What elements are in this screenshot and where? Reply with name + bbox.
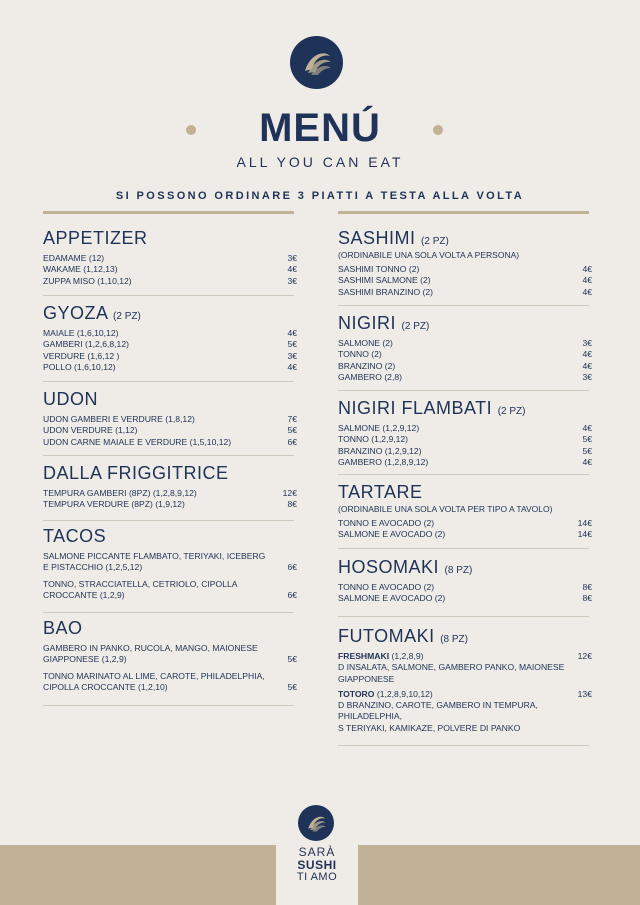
section-pieces: (2 PZ) — [113, 311, 141, 322]
menu-item — [338, 457, 592, 468]
section-pieces: (2 PZ) — [421, 236, 449, 247]
item-price: 4€ — [287, 361, 297, 372]
menu-item — [338, 423, 592, 434]
section-separator — [43, 705, 294, 706]
section-title — [43, 228, 297, 249]
section-title — [43, 526, 297, 547]
section-title-text: SASHIMI — [338, 228, 416, 248]
item-price: 8€ — [287, 499, 297, 510]
logo — [298, 805, 334, 841]
section-title — [43, 463, 297, 484]
section-title — [43, 303, 297, 324]
item-price: 5€ — [582, 434, 592, 445]
item-description: D INSALATA, SALMONE, GAMBERO PANKO, MAIONESE GIAPPONESE — [338, 662, 565, 684]
item-name: WAKAME (1,12,13) — [43, 264, 118, 275]
menu-section — [43, 618, 297, 698]
item-name: TONNO, STRACCIATELLA, CETRIOLO, CIPOLLA CROCCANTE (1,2,9) — [43, 578, 238, 600]
menu-item — [338, 287, 592, 298]
item-name: GAMBERO IN PANKO, RUCOLA, MANGO, MAIONESE GIAPPONESE (1,2,9) — [43, 643, 258, 665]
section-pieces: (2 PZ) — [401, 321, 430, 332]
item-price: 4€ — [287, 328, 297, 338]
section-separator — [43, 455, 294, 456]
item-name: SALMONE (2) — [338, 338, 393, 348]
section-separator — [338, 474, 589, 475]
divider-left — [43, 211, 294, 214]
item-price: 6€ — [287, 589, 297, 600]
menu-item — [43, 643, 297, 666]
item-name: BRANZINO (2) — [338, 360, 396, 371]
item-price: 3€ — [287, 275, 297, 286]
section-pieces: (8 PZ) — [440, 634, 468, 645]
section-title-text: DALLA FRIGGITRICE — [43, 463, 229, 483]
section-note: (ORDINABILE UNA SOLA VOLTA A PERSONA) — [338, 250, 520, 260]
item-list — [338, 423, 592, 468]
section-separator — [338, 305, 589, 306]
section-separator — [43, 612, 294, 613]
item-list — [338, 264, 592, 298]
section-separator — [43, 295, 294, 296]
menu-section — [338, 398, 592, 468]
section-separator — [338, 745, 589, 746]
menu-item — [338, 264, 592, 275]
menu-section — [338, 228, 592, 298]
menu-item — [43, 328, 297, 339]
item-list — [43, 643, 297, 693]
menu-item — [338, 275, 592, 286]
item-name: TONNO (2) — [338, 349, 382, 360]
menu-item — [43, 253, 297, 264]
item-price: 5€ — [287, 425, 297, 436]
item-name: FRESHMAKI — [338, 651, 390, 661]
item-name: SALMONE (1,2,9,12) — [338, 423, 420, 433]
item-name: GAMBERO (2,8) — [338, 371, 402, 382]
menu-item — [43, 264, 297, 275]
section-separator — [338, 548, 589, 549]
section-title-text: TACOS — [43, 526, 107, 546]
item-name: MAIALE (1,6,10,12) — [43, 328, 119, 338]
item-price: 8€ — [582, 593, 592, 604]
item-list — [338, 582, 592, 605]
item-name: BRANZINO (1,2,9,12) — [338, 445, 422, 456]
brand-line-3: TI AMO — [296, 871, 338, 883]
item-price: 12€ — [577, 651, 592, 661]
item-name: SASHIMI TONNO (2) — [338, 264, 420, 274]
menu-item — [338, 689, 592, 734]
item-description: D BRANZINO, CAROTE, GAMBERO IN TEMPURA, PHILADELPHIA, — [338, 700, 538, 722]
item-description: S TERIYAKI, KAMIKAZE, POLVERE DI PANKO — [338, 722, 521, 733]
item-price: 5€ — [582, 445, 592, 456]
item-price: 8€ — [582, 582, 592, 592]
section-separator — [338, 616, 589, 617]
section-separator — [338, 390, 589, 391]
item-header — [338, 689, 592, 700]
menu-item — [43, 339, 297, 350]
item-title — [338, 651, 424, 662]
item-price: 4€ — [582, 456, 592, 467]
item-price: 3€ — [582, 338, 592, 348]
item-name: SASHIMI BRANZINO (2) — [338, 286, 434, 297]
item-price: 5€ — [287, 339, 297, 350]
menu-item — [338, 593, 592, 604]
item-header — [338, 651, 592, 662]
menu-section — [43, 526, 297, 606]
menu-item — [338, 361, 592, 372]
item-price: 3€ — [582, 371, 592, 382]
item-price: 5€ — [287, 681, 297, 692]
item-price: 6€ — [287, 436, 297, 447]
section-title-text: UDON — [43, 389, 98, 409]
item-codes: (1,2,8,9,10,12) — [376, 688, 433, 699]
menu-item — [43, 488, 297, 499]
menu-item — [43, 414, 297, 425]
menu-item — [43, 351, 297, 362]
item-price: 13€ — [577, 688, 592, 699]
item-price: 4€ — [582, 286, 592, 297]
section-title — [43, 389, 297, 410]
section-pieces: (2 PZ) — [497, 406, 526, 417]
futomaki-items — [338, 651, 592, 734]
item-price: 4€ — [582, 264, 592, 274]
menu-section-futomaki — [338, 626, 592, 738]
item-name: GAMBERI (1,2,6,8,12) — [43, 339, 129, 350]
item-name: TEMPURA VERDURE (8PZ) (1,9,12) — [43, 499, 185, 510]
footer-band-right — [358, 845, 640, 905]
item-price: 4€ — [582, 349, 592, 360]
section-note: (ORDINABILE UNA SOLA VOLTA PER TIPO A TAVOLO) — [338, 504, 553, 514]
item-list — [43, 253, 297, 287]
item-list — [43, 414, 297, 448]
menu-item — [338, 518, 592, 529]
menu-item — [43, 362, 297, 373]
item-price: 3€ — [287, 350, 297, 361]
section-pieces: (8 PZ) — [444, 565, 473, 576]
section-title-text: HOSOMAKI — [338, 557, 440, 577]
item-list — [338, 338, 592, 383]
section-separator — [43, 381, 294, 382]
section-title — [338, 313, 592, 334]
section-title — [43, 618, 297, 639]
menu-item — [338, 651, 592, 685]
menu-item — [338, 529, 592, 540]
menu-item — [43, 499, 297, 510]
item-list — [43, 488, 297, 511]
item-name: UDON VERDURE (1,12) — [43, 425, 138, 436]
item-name: UDON CARNE MAIALE E VERDURE (1,5,10,12) — [43, 436, 232, 447]
section-title — [338, 557, 592, 578]
item-price: 4€ — [582, 423, 592, 433]
item-name: ZUPPA MISO (1,10,12) — [43, 275, 132, 286]
page-title: MENÚ — [259, 106, 381, 150]
item-name: SALMONE PICCANTE FLAMBATO, TERIYAKI, ICEBERG E PISTACCHIO (1,2,5,12) — [43, 551, 266, 573]
item-title — [338, 689, 433, 700]
item-name: SASHIMI SALMONE (2) — [338, 275, 431, 286]
menu-item — [43, 579, 297, 602]
order-notice: SI POSSONO ORDINARE 3 PIATTI A TESTA ALLA VOLTA — [115, 190, 525, 202]
section-title-text: TARTARE — [338, 482, 423, 502]
item-price: 14€ — [577, 518, 592, 528]
item-price: 6€ — [287, 562, 297, 573]
menu-section — [43, 228, 297, 287]
item-list — [43, 328, 297, 373]
menu-item — [338, 372, 592, 383]
menu-section — [338, 313, 592, 383]
item-price: 4€ — [582, 275, 592, 286]
item-name: POLLO (1,6,10,12) — [43, 361, 116, 372]
item-name: GAMBERO (1,2,8,9,12) — [338, 456, 429, 467]
item-name: TONNO E AVOCADO (2) — [338, 518, 435, 528]
section-title-text: FUTOMAKI — [338, 626, 435, 646]
item-price: 12€ — [282, 488, 297, 498]
menu-item — [338, 434, 592, 445]
item-price: 7€ — [287, 414, 297, 424]
item-price: 4€ — [582, 360, 592, 371]
menu-section — [338, 557, 592, 605]
menu-item — [338, 582, 592, 593]
menu-item — [43, 437, 297, 448]
item-price: 5€ — [287, 654, 297, 665]
logo — [290, 36, 343, 89]
brand-line-2: SUSHI — [297, 858, 337, 872]
brand-line-1: SARÀ — [298, 845, 336, 859]
menu-item — [43, 425, 297, 436]
item-name: TONNO MARINATO AL LIME, CAROTE, PHILADELPHIA, CIPOLLA CROCCANTE (1,2,10) — [43, 670, 265, 692]
item-price: 4€ — [287, 264, 297, 275]
item-name: TONNO (1,2,9,12) — [338, 434, 409, 445]
menu-item — [43, 276, 297, 287]
divider-right — [338, 211, 589, 214]
section-title-text: NIGIRI FLAMBATI — [338, 398, 493, 418]
item-codes: (1,2,8,9) — [391, 651, 424, 661]
menu-section — [338, 482, 592, 541]
item-price: 3€ — [287, 253, 297, 263]
menu-section — [43, 463, 297, 511]
menu-item — [43, 671, 297, 694]
section-separator — [43, 520, 294, 521]
item-name: SALMONE E AVOCADO (2) — [338, 593, 446, 604]
section-title — [338, 482, 592, 503]
footer-band-left — [0, 845, 276, 905]
menu-section — [43, 389, 297, 448]
item-list — [338, 518, 592, 541]
item-list — [43, 551, 297, 601]
section-title — [338, 626, 592, 647]
section-title — [338, 228, 592, 249]
item-name: TONNO E AVOCADO (2) — [338, 582, 435, 592]
menu-item — [338, 338, 592, 349]
section-title-text: APPETIZER — [43, 228, 148, 248]
item-name: VERDURE (1,6,12 ) — [43, 350, 120, 361]
section-title — [338, 398, 592, 419]
menu-item — [338, 349, 592, 360]
item-price: 14€ — [577, 529, 592, 540]
section-title-text: GYOZA — [43, 303, 108, 323]
item-name: UDON GAMBERI E VERDURE (1,8,12) — [43, 414, 195, 424]
section-title-text: NIGIRI — [338, 313, 397, 333]
page-subtitle: ALL YOU CAN EAT — [236, 154, 404, 170]
menu-item — [43, 551, 297, 574]
item-name: SALMONE E AVOCADO (2) — [338, 529, 446, 540]
item-name: EDAMAME (12) — [43, 253, 105, 263]
item-name: TOTORO — [338, 688, 375, 699]
menu-section — [43, 303, 297, 373]
menu-item — [338, 446, 592, 457]
item-name: TEMPURA GAMBERI (8PZ) (1,2,8,9,12) — [43, 488, 197, 498]
section-title-text: BAO — [43, 618, 83, 638]
